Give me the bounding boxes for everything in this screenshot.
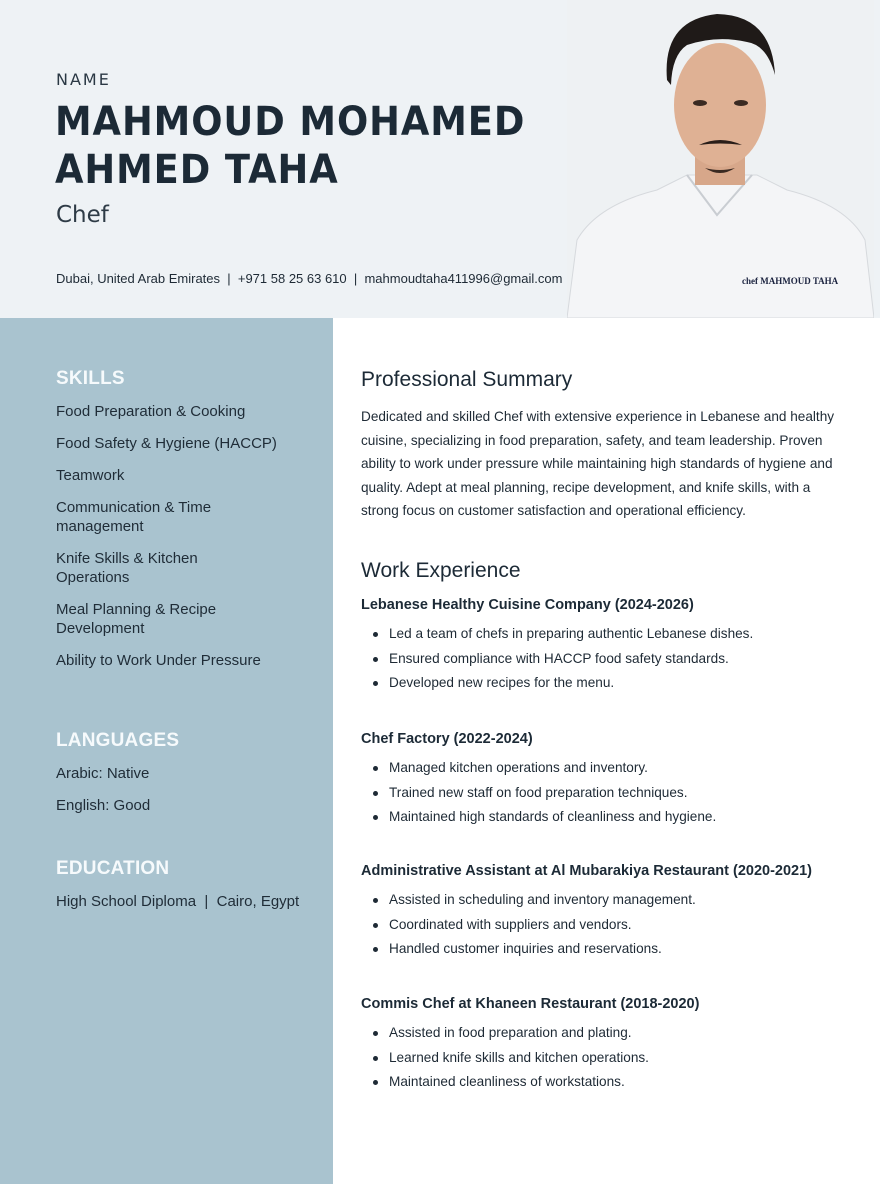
skill-item: Ability to Work Under Pressure: [56, 652, 261, 669]
experience-heading: Work Experience: [361, 559, 521, 582]
contact-info: Dubai, United Arab Emirates | +971 58 25 63 610 | mahmoudtaha411996@gmail.com: [56, 271, 563, 286]
skill-item: Knife Skills & Kitchen Operations: [56, 550, 198, 586]
languages-section: [56, 730, 316, 828]
education-heading: EDUCATION: [56, 858, 170, 879]
summary-text: Dedicated and skilled Chef with extensive experience in Lebanese and healthy cuisine, specializing in food preparation, safety, and team leadership. Proven ability to work under pressure while maintaining high standards of hygiene and quality. Adept at meal planning, recipe development, and knife skills, with a strong focus on customer satisfaction and operational efficiency.: [361, 409, 835, 518]
header: [0, 0, 880, 318]
job-bullet: Trained new staff on food preparation techniques.: [373, 781, 851, 806]
job-bullet: Learned knife skills and kitchen operations.: [373, 1046, 851, 1071]
job-bullet: Maintained cleanliness of workstations.: [373, 1070, 851, 1095]
language-item: Arabic: Native: [56, 765, 150, 782]
name-label: NAME: [56, 70, 111, 89]
education-item: High School Diploma | Cairo, Egypt: [56, 893, 300, 910]
profile-photo: [567, 0, 874, 318]
job-role: Chef: [56, 202, 109, 228]
job-bullet: Led a team of chefs in preparing authentic Lebanese dishes.: [373, 622, 851, 647]
sidebar: [0, 318, 333, 1184]
job-bullet: Managed kitchen operations and inventory.: [373, 756, 851, 781]
job-bullet: Assisted in food preparation and plating.: [373, 1021, 851, 1046]
name-line-2: AHMED TAHA: [55, 147, 339, 193]
skill-item: Food Safety & Hygiene (HACCP): [56, 435, 277, 452]
job-title: Lebanese Healthy Cuisine Company (2024-2026): [361, 597, 694, 613]
education-section: [56, 858, 316, 924]
job-entry: [361, 996, 851, 1095]
job-bullet: Coordinated with suppliers and vendors.: [373, 913, 851, 938]
name-line-1: MAHMOUD MOHAMED: [55, 99, 526, 145]
job-bullet: Assisted in scheduling and inventory management.: [373, 888, 851, 913]
summary-heading: Professional Summary: [361, 368, 573, 391]
job-title: Chef Factory (2022-2024): [361, 731, 533, 747]
job-entry: [361, 731, 851, 830]
job-bullet: Handled customer inquiries and reservations.: [373, 937, 851, 962]
skills-section: [56, 368, 316, 683]
photo-embroidery: chef MAHMOUD TAHA: [742, 276, 839, 286]
languages-heading: LANGUAGES: [56, 730, 180, 751]
job-bullet: Developed new recipes for the menu.: [373, 671, 851, 696]
job-bullet: Maintained high standards of cleanliness and hygiene.: [373, 805, 851, 830]
job-title: Administrative Assistant at Al Mubarakiya Restaurant (2020-2021): [361, 863, 813, 879]
job-bullet: Ensured compliance with HACCP food safety standards.: [373, 647, 851, 672]
job-entry: [361, 863, 851, 962]
job-title: Commis Chef at Khaneen Restaurant (2018-2020): [361, 996, 700, 1012]
skill-item: Food Preparation & Cooking: [56, 403, 246, 420]
skill-item: Communication & Time management: [56, 499, 212, 535]
skill-item: Teamwork: [56, 467, 125, 484]
job-entry: [361, 597, 851, 696]
language-item: English: Good: [56, 797, 151, 814]
skills-heading: SKILLS: [56, 368, 125, 389]
full-name: [55, 98, 525, 194]
skill-item: Meal Planning & Recipe Development: [56, 601, 217, 637]
